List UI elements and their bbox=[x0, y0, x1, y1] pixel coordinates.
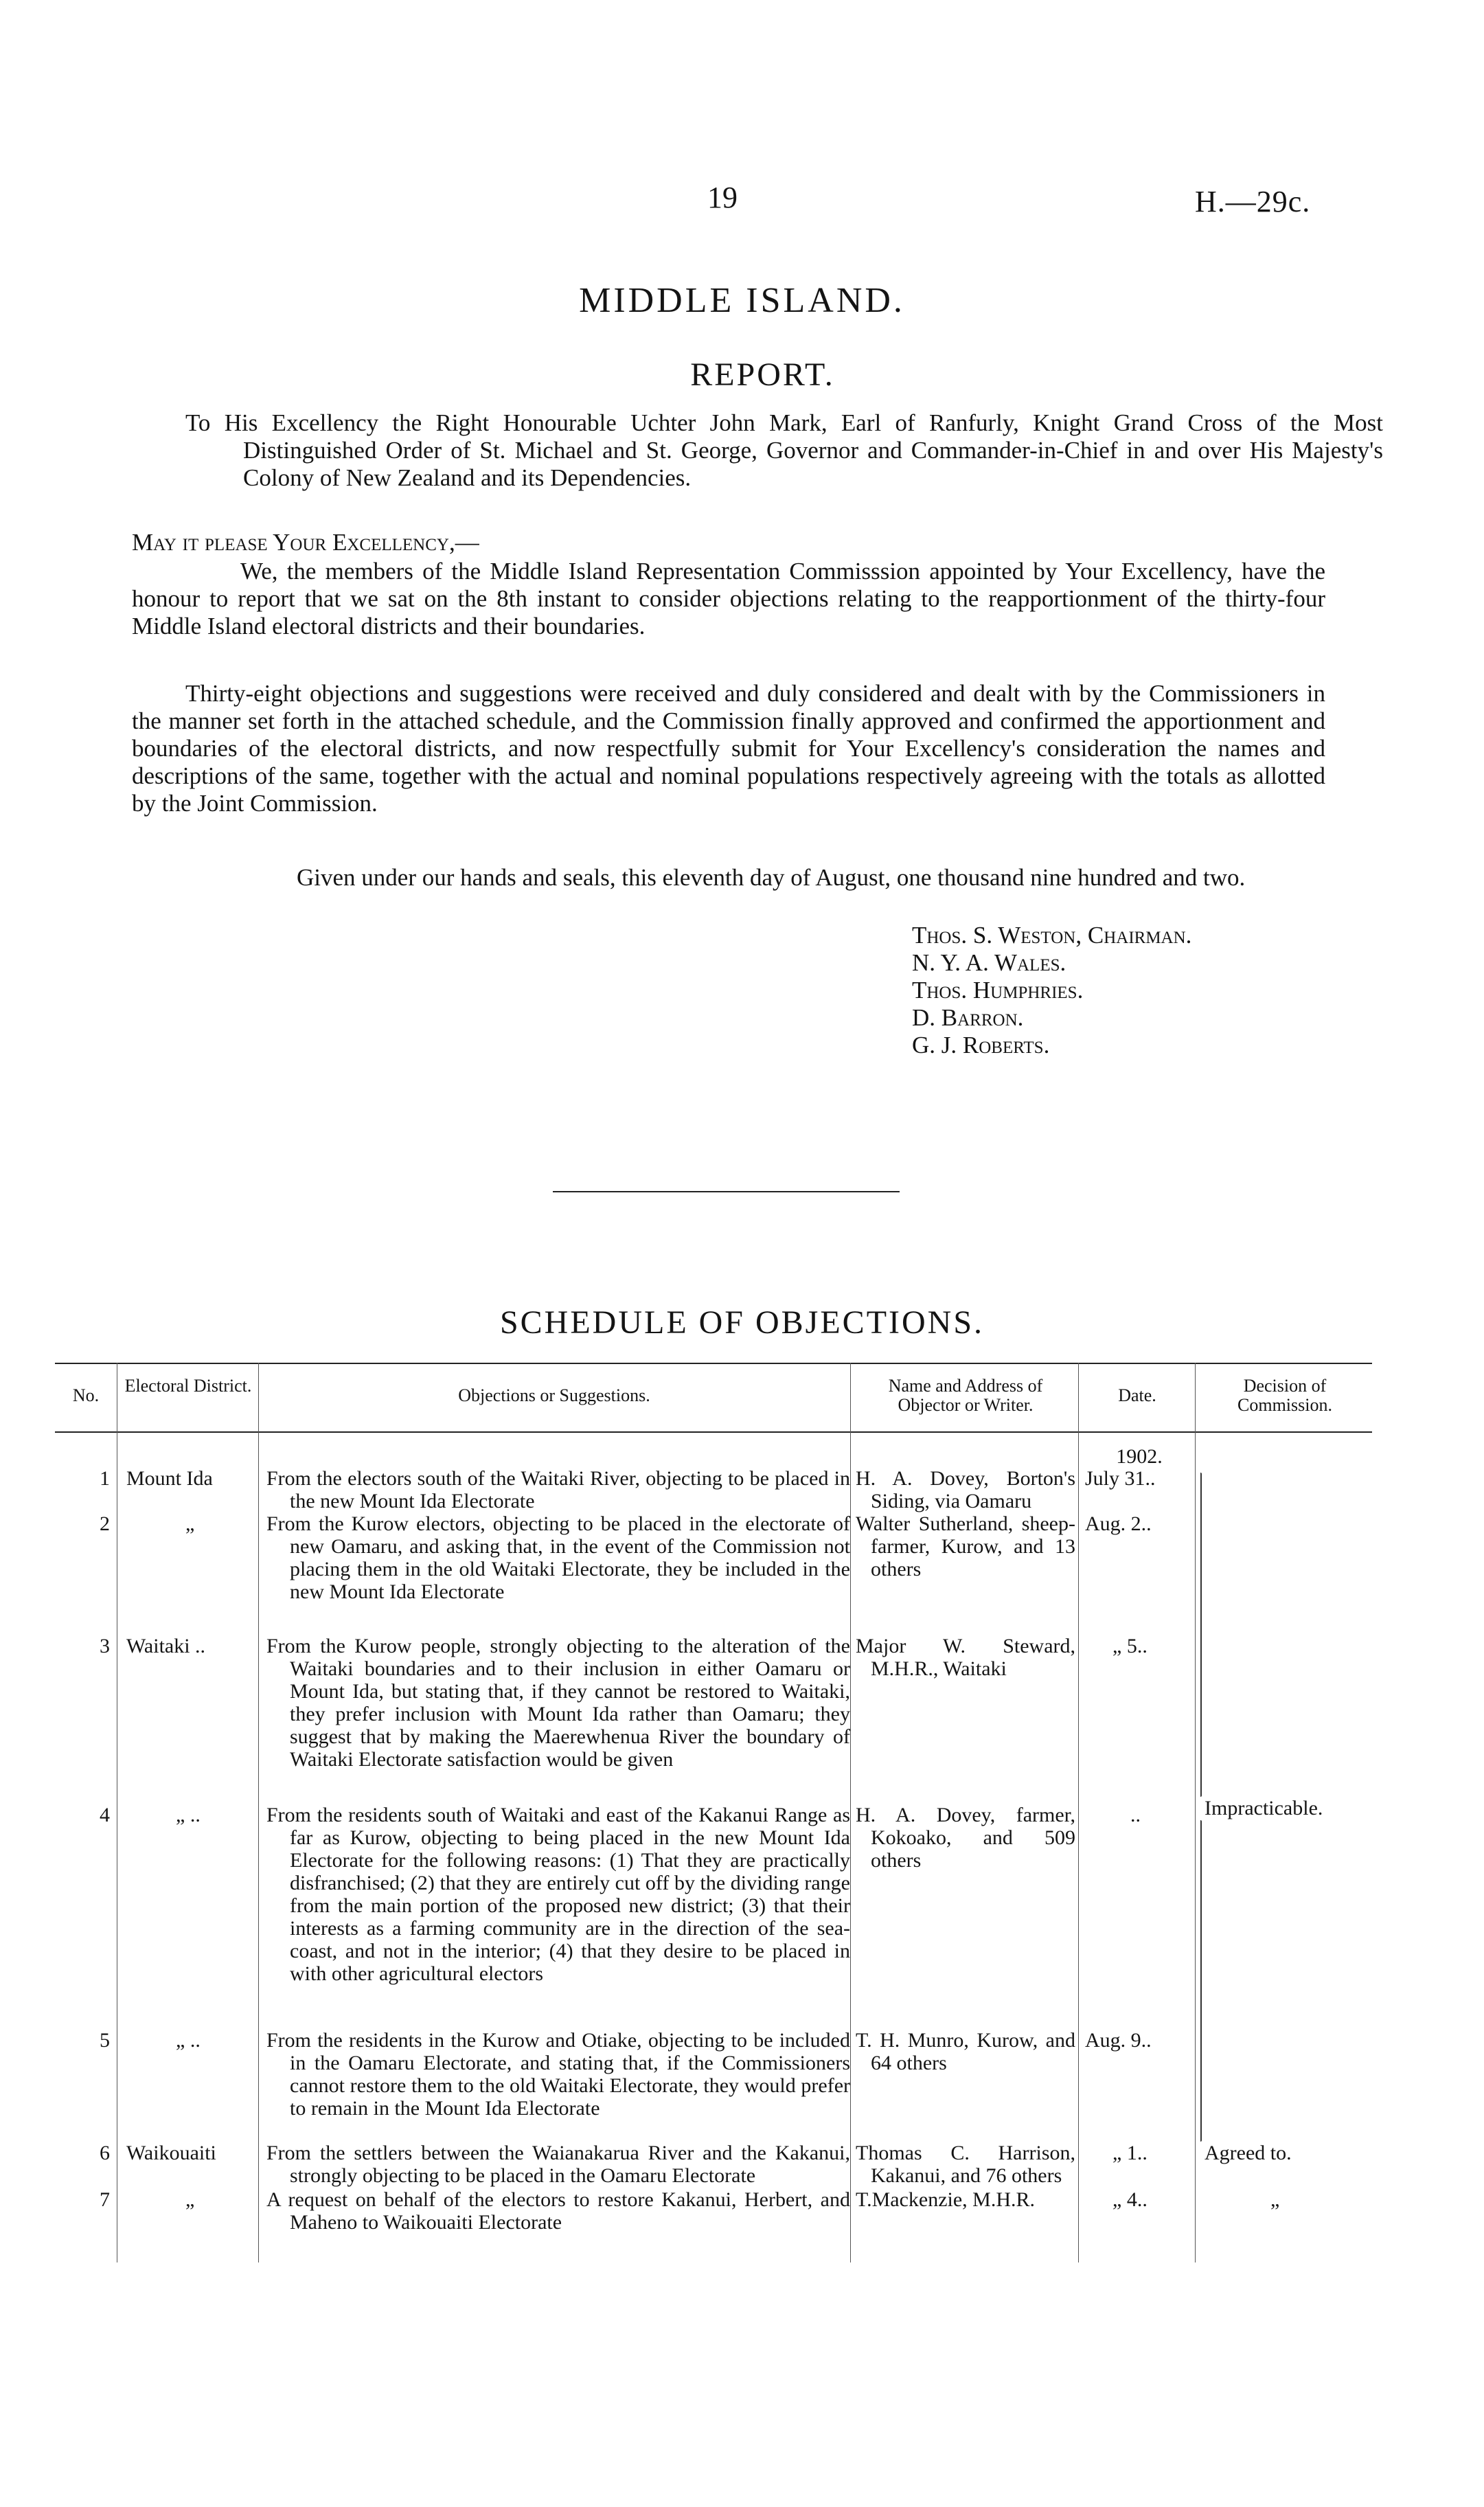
row-date: „ 4.. bbox=[1112, 2188, 1148, 2211]
row-district: „ .. bbox=[176, 2029, 201, 2052]
year-label: 1902. bbox=[1116, 1445, 1163, 1468]
row-district: „ bbox=[185, 1512, 195, 1535]
row-objection: A request on behalf of the electors to restore Kakanui, Herbert, and Maheno to Waikouaiti Electorate bbox=[266, 2188, 850, 2234]
page-title: MIDDLE ISLAND. bbox=[579, 281, 905, 320]
column-header-no: No. bbox=[72, 1385, 100, 1405]
decision-brace-top bbox=[1200, 1473, 1202, 1797]
row-district: „ bbox=[185, 2188, 195, 2211]
row-number: 1 bbox=[100, 1467, 110, 1490]
signature: G. J. Roberts. bbox=[912, 1032, 1050, 1058]
objections-table bbox=[55, 1363, 1372, 2262]
column-header-name: Name and Address of Objector or Writer. bbox=[888, 1376, 1043, 1415]
signature: D. Barron. bbox=[912, 1004, 1024, 1031]
row-number: 6 bbox=[100, 2142, 110, 2164]
page-reference: H.—29c. bbox=[1195, 185, 1311, 218]
row-decision: Agreed to. bbox=[1205, 2142, 1292, 2164]
row-date: „ 1.. bbox=[1112, 2142, 1148, 2164]
report-paragraph-2: Thirty-eight objections and suggestions were received and duly considered and dealt with by the Commissioners in the manner set forth in the attached schedule, and the Commission finally approved and confirmed the apportionment and boundaries of the electoral districts, and now respectfully submit for Your Excellency's consideration the names and descriptions of the same, together with the actual and nominal populations respectively agreeing with the totals as allotted by the Joint Commission. bbox=[132, 680, 1325, 817]
row-objector: H. A. Dovey, farmer, Kokoako, and 509 others bbox=[856, 1804, 1075, 1872]
report-heading: REPORT. bbox=[690, 356, 835, 393]
column-divider bbox=[258, 1363, 259, 2262]
row-objector: T. H. Munro, Kurow, and 64 others bbox=[856, 2029, 1075, 2074]
row-objector: Thomas C. Harrison, Kakanui, and 76 others bbox=[856, 2142, 1075, 2187]
row-objection: From the electors south of the Waitaki River, objecting to be placed in the new Mount Ida Electorate bbox=[266, 1467, 850, 1512]
column-header-date: Date. bbox=[1118, 1385, 1156, 1405]
report-paragraph-1: We, the members of the Middle Island Representation Commisssion appointed by Your Excellency, have the honour to report that we sat on the 8th instant to consider objections relating to the reapportionment of the thirty-four Middle Island electoral districts and their boundaries. bbox=[132, 558, 1325, 639]
signature-chairman: Thos. S. Weston, Chairman. bbox=[912, 922, 1192, 949]
row-date: July 31.. bbox=[1085, 1467, 1156, 1490]
decision-brace-bottom bbox=[1200, 1820, 1202, 2142]
row-objection: From the residents south of Waitaki and east of the Kakanui Range as far as Kurow, objecting to being placed in the new Mount Ida Electorate for the following reasons: (1) That they are practically disfranchised; (2) that they are entirely cut off by the dividing range from the main portion of the proposed new district; (3) that their interests as a farming community are in the direction of the sea-coast, and not in the interior; (4) that they desire to be placed in with other agricultural electors bbox=[266, 1804, 850, 1985]
schedule-title: SCHEDULE OF OBJECTIONS. bbox=[499, 1304, 985, 1341]
table-top-rule bbox=[55, 1363, 1372, 1364]
row-objection: From the residents in the Kurow and Otiake, objecting to be included in the Oamaru Electorate, and stating that, if the Commissioners cannot restore them to the old Waitaki Electorate, they would prefer to remain in the Mount Ida Electorate bbox=[266, 2029, 850, 2120]
row-objector: H. A. Dovey, Borton's Siding, via Oamaru bbox=[856, 1467, 1075, 1512]
row-date: Aug. 2.. bbox=[1085, 1512, 1152, 1535]
row-number: 5 bbox=[100, 2029, 110, 2052]
column-divider bbox=[850, 1363, 851, 2262]
row-objection: From the Kurow people, strongly objecting to the alteration of the Waitaki boundaries and to their inclusion in either Oamaru or Mount Ida, but stating that, if they cannot be restored to Waitaki, they prefer inclusion with Mount Ida rather than Oamaru; they suggest that by making the Maerewhenua River the boundary of Waitaki Electorate satisfaction would be given bbox=[266, 1635, 850, 1771]
column-header-district: Electoral District. bbox=[124, 1376, 252, 1396]
row-date: .. bbox=[1130, 1804, 1141, 1826]
row-district: Waitaki .. bbox=[126, 1635, 206, 1657]
row-district: „ .. bbox=[176, 1804, 201, 1826]
address-paragraph: To His Excellency the Right Honourable Uchter John Mark, Earl of Ranfurly, Knight Grand Cross of the Most Distinguished Order of St. Michael and St. George, Governor and Commander-in-Chief in and over His Majesty's Colony of New Zealand and its Dependencies. bbox=[185, 409, 1383, 491]
signature: N. Y. A. Wales. bbox=[912, 949, 1066, 976]
row-district: Waikouaiti bbox=[126, 2142, 216, 2164]
page-number: 19 bbox=[707, 181, 738, 214]
row-objector: Walter Sutherland, sheep-farmer, Kurow, and 13 others bbox=[856, 1512, 1075, 1580]
row-number: 7 bbox=[100, 2188, 110, 2211]
row-objector: Major W. Steward, M.H.R., Waitaki bbox=[856, 1635, 1075, 1680]
column-header-decision: Decision of Commission. bbox=[1237, 1376, 1332, 1415]
signature: Thos. Humphries. bbox=[912, 977, 1084, 1003]
row-objection: From the Kurow electors, objecting to be placed in the electorate of new Oamaru, and asking that, in the event of the Commission not placing them in the old Waitaki Electorate, they be included in the new Mount Ida Electorate bbox=[266, 1512, 850, 1603]
row-decision: „ bbox=[1270, 2188, 1280, 2211]
salutation: May it please Your Excellency,— bbox=[132, 529, 479, 556]
column-divider bbox=[1078, 1363, 1079, 2262]
row-objector: T.Mackenzie, M.H.R. bbox=[856, 2188, 1036, 2211]
column-header-objections: Objections or Suggestions. bbox=[458, 1385, 650, 1405]
row-objection: From the settlers between the Waianakarua River and the Kakanui, strongly objecting to be placed in the Oamaru Electorate bbox=[266, 2142, 850, 2187]
row-number: 4 bbox=[100, 1804, 110, 1826]
table-header-rule bbox=[55, 1431, 1372, 1433]
decision-impracticable: Impracticable. bbox=[1205, 1797, 1323, 1819]
row-date: „ 5.. bbox=[1112, 1635, 1148, 1657]
row-date: Aug. 9.. bbox=[1085, 2029, 1152, 2052]
given-under-hands: Given under our hands and seals, this eleventh day of August, one thousand nine hundred and two. bbox=[297, 864, 1246, 891]
row-number: 2 bbox=[100, 1512, 110, 1535]
signature-block bbox=[912, 922, 1191, 1059]
row-number: 3 bbox=[100, 1635, 110, 1657]
section-divider bbox=[553, 1191, 900, 1192]
column-divider bbox=[1195, 1363, 1196, 2262]
row-district: Mount Ida bbox=[126, 1467, 213, 1490]
